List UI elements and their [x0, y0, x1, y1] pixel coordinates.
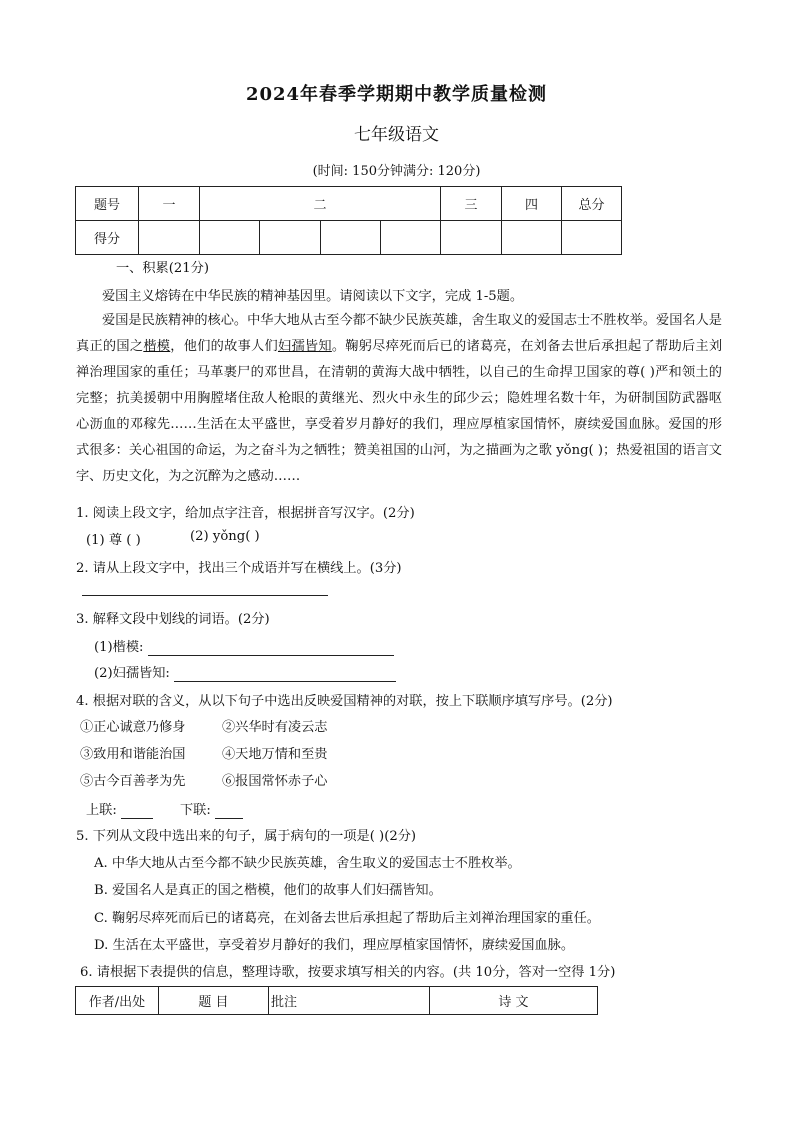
question-3: 3. 解释文段中划线的词语。(2分) — [76, 612, 270, 627]
reading-passage: 爱国是民族精神的核心。中华大地从古至今都不缺少民族英雄，舍生取义的爱国志士不胜枚举。爱国名人是真正的国之楷模，他们的故事人们妇孺皆知。鞠躬尽瘁死而后已的诸葛亮，在刘备去世后承担起了帮助后主刘禅治理国家的重任；马革裹尸的邓世昌，在清朝的黄海大战中牺牲，以自己的生命捍卫国家的尊( )严和领土的完整；抗美援朝中用胸膛堵住敌人枪眼的黄继光、烈火中永生的邱少云；隐姓埋名数十年，为研制国防武器呕心沥血的邓稼先……生活在太平盛世，享受着岁月静好的我们，理应厚植家国情怀，赓续爱国血脉。爱国的形式很多：关心祖国的命运，为之奋斗为之牺牲；赞美祖国的山河，为之描画为之歌 yǒng( )；热爱祖国的语言文字、历史文化，为之沉醉为之感动…… — [76, 313, 723, 484]
table-cell: 四 — [502, 187, 562, 221]
q3-item-b: (2)妇孺皆知: — [94, 662, 396, 682]
answer-line[interactable] — [148, 640, 394, 656]
couplet-option: ⑥报国常怀赤子心 — [222, 774, 328, 789]
q5-option-b[interactable]: B. 爱国名人是真正的国之楷模，他们的故事人们妇孺皆知。 — [94, 883, 442, 898]
table-cell: 总分 — [562, 187, 622, 221]
couplet-option: ①正心诚意乃修身 — [80, 720, 186, 735]
question-4: 4. 根据对联的含义，从以下句子中选出反映爱国精神的对联，按上下联顺序填写序号。(2分) — [76, 694, 613, 709]
q5-option-a[interactable]: A. 中华大地从古至今都不缺少民族英雄，舍生取义的爱国志士不胜枚举。 — [94, 856, 521, 871]
exam-subtitle: 七年级语文 — [354, 125, 439, 145]
q5-option-c[interactable]: C. 鞠躬尽瘁死而后已的诸葛亮，在刘备去世后承担起了帮助后主刘禅治理国家的重任。 — [94, 911, 600, 926]
table-cell: 三 — [441, 187, 502, 221]
score-cell[interactable] — [200, 221, 260, 255]
time-info: (时间: 150分钟满分: 120分) — [312, 164, 481, 179]
couplet-option: ⑤古今百善孝为先 — [80, 774, 186, 789]
upper-couplet-blank: 上联: — [86, 799, 153, 819]
score-cell[interactable] — [320, 221, 380, 255]
score-table-score-row — [76, 221, 622, 255]
score-cell[interactable] — [260, 221, 320, 255]
score-cell[interactable] — [139, 221, 200, 255]
question-6: 6. 请根据下表提供的信息，整理诗歌，按要求填写相关的内容。(共 10分，答对一空得 1分) — [80, 965, 616, 980]
question-1: 1. 阅读上段文字，给加点字注音，根据拼音写汉字。(2分) — [76, 506, 415, 521]
underlined-term: 妇孺皆知 — [277, 339, 332, 354]
couplet-option: ③致用和谐能治国 — [80, 747, 186, 762]
couplet-option: ②兴华时有凌云志 — [222, 720, 328, 735]
table-header-cell: 作者/出处 — [76, 987, 159, 1015]
question-5: 5. 下列从文段中选出来的句子，属于病句的一项是( )(2分) — [76, 829, 417, 844]
score-cell[interactable] — [562, 221, 622, 255]
score-cell[interactable] — [441, 221, 502, 255]
q2-answer-line[interactable] — [82, 595, 328, 596]
score-table — [75, 186, 622, 255]
underlined-term: 楷模 — [143, 339, 171, 354]
q1-blank-b[interactable]: (2) yǒng( ) — [190, 529, 260, 544]
table-header-cell: 题 目 — [159, 987, 269, 1015]
q3-item-a: (1)楷模: — [94, 636, 394, 656]
answer-line[interactable] — [174, 666, 396, 682]
section-heading: 一、积累(21分) — [116, 261, 210, 276]
table-cell: 二 — [200, 187, 441, 221]
poem-table-header-row — [76, 987, 598, 1015]
lower-couplet-blank: 下联: — [180, 799, 243, 819]
answer-line[interactable] — [121, 803, 153, 819]
table-cell: 得分 — [76, 221, 139, 255]
answer-line[interactable] — [215, 803, 243, 819]
table-header-cell: 诗 文 — [430, 987, 598, 1015]
score-cell[interactable] — [502, 221, 562, 255]
q5-option-d[interactable]: D. 生活在太平盛世，享受着岁月静好的我们，理应厚植家国情怀，赓续爱国血脉。 — [94, 938, 575, 953]
score-cell[interactable] — [380, 221, 440, 255]
q1-blank-a[interactable]: (1) 尊 ( ) — [86, 533, 141, 548]
table-cell: 一 — [139, 187, 200, 221]
score-table-header-row — [76, 187, 622, 221]
section-intro: 爱国主义熔铸在中华民族的精神基因里。请阅读以下文字，完成 1-5题。 — [102, 289, 524, 304]
table-header-cell: 批注 — [269, 987, 430, 1015]
poem-table — [75, 986, 598, 1015]
question-2: 2. 请从上段文字中，找出三个成语并写在横线上。(3分) — [76, 561, 402, 576]
exam-title: 2024年春季学期期中教学质量检测 — [245, 84, 548, 105]
table-cell: 题号 — [76, 187, 139, 221]
couplet-option: ④天地万情和至贵 — [222, 747, 328, 762]
